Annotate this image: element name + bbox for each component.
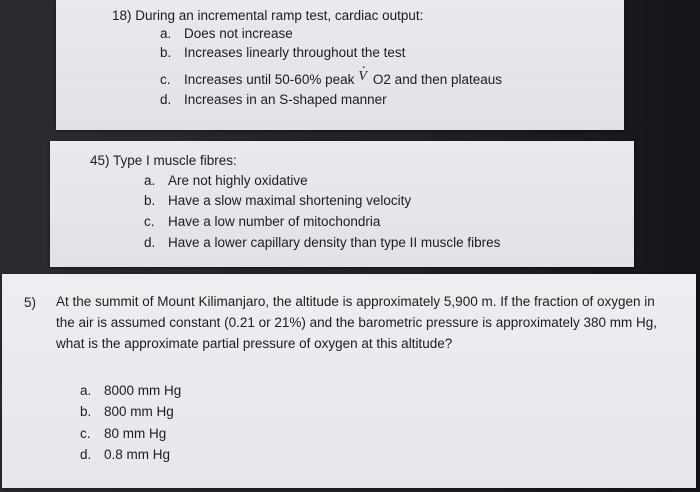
option-text: Does not increase bbox=[184, 26, 293, 41]
option-letter: c. bbox=[160, 72, 171, 87]
question-18-option-b bbox=[160, 44, 405, 62]
question-5-option-a bbox=[80, 382, 181, 400]
question-45-card bbox=[50, 141, 634, 267]
option-text: Have a lower capillary density than type II muscle fibres bbox=[168, 235, 501, 250]
option-letter: a. bbox=[144, 173, 156, 188]
option-text: Have a low number of mitochondria bbox=[168, 214, 381, 229]
option-text: Increases in an S-shaped manner bbox=[184, 92, 387, 107]
option-letter: b. bbox=[160, 45, 172, 60]
option-letter: d. bbox=[80, 447, 92, 462]
option-text: Are not highly oxidative bbox=[168, 173, 308, 188]
option-text: 80 mm Hg bbox=[104, 426, 167, 441]
option-text: 800 mm Hg bbox=[104, 404, 174, 419]
question-18-card bbox=[56, 0, 624, 130]
option-letter: d. bbox=[160, 92, 172, 107]
question-5-number: 5) bbox=[24, 295, 37, 310]
option-letter: d. bbox=[144, 235, 156, 250]
question-45-option-d bbox=[144, 234, 500, 252]
option-text: 0.8 mm Hg bbox=[104, 447, 171, 462]
option-text: Have a slow maximal shortening velocity bbox=[168, 193, 412, 208]
option-letter: a. bbox=[80, 383, 92, 398]
question-45-option-a bbox=[144, 172, 308, 190]
option-letter: c. bbox=[144, 214, 155, 229]
question-5-text: At the summit of Mount Kilimanjaro, the altitude is approximately 5,900 m. If the fraction of oxygen in the air is assumed constant (0.21 or 21%) and the barometric pressure is approximately 380 mm Hg, what is the approximate partial pressure of oxygen at this altitude? bbox=[56, 294, 658, 351]
option-text-post: O2 and then plateaus bbox=[372, 72, 503, 87]
option-letter: b. bbox=[144, 193, 156, 208]
question-5-card bbox=[2, 274, 696, 488]
question-5-option-b bbox=[80, 403, 174, 421]
question-18-option-a bbox=[160, 25, 293, 43]
question-5-option-c bbox=[80, 425, 166, 443]
option-letter: a. bbox=[160, 26, 172, 41]
question-18-option-c bbox=[160, 71, 502, 90]
option-letter: b. bbox=[80, 404, 92, 419]
question-18-option-d bbox=[160, 91, 387, 109]
question-45-option-b bbox=[144, 192, 411, 210]
option-text: 8000 mm Hg bbox=[104, 383, 182, 398]
question-5-option-d bbox=[80, 446, 170, 464]
option-text: Increases linearly throughout the test bbox=[184, 45, 406, 60]
question-45-option-c bbox=[144, 213, 380, 231]
option-letter: c. bbox=[80, 426, 91, 441]
v-dot-symbol: · V bbox=[358, 69, 367, 84]
question-45-title: 45) Type I muscle fibres: bbox=[90, 153, 237, 168]
question-18-title: 18) During an incremental ramp test, cardiac output: bbox=[112, 8, 424, 23]
option-text-pre: Increases until 50-60% peak bbox=[184, 72, 355, 87]
